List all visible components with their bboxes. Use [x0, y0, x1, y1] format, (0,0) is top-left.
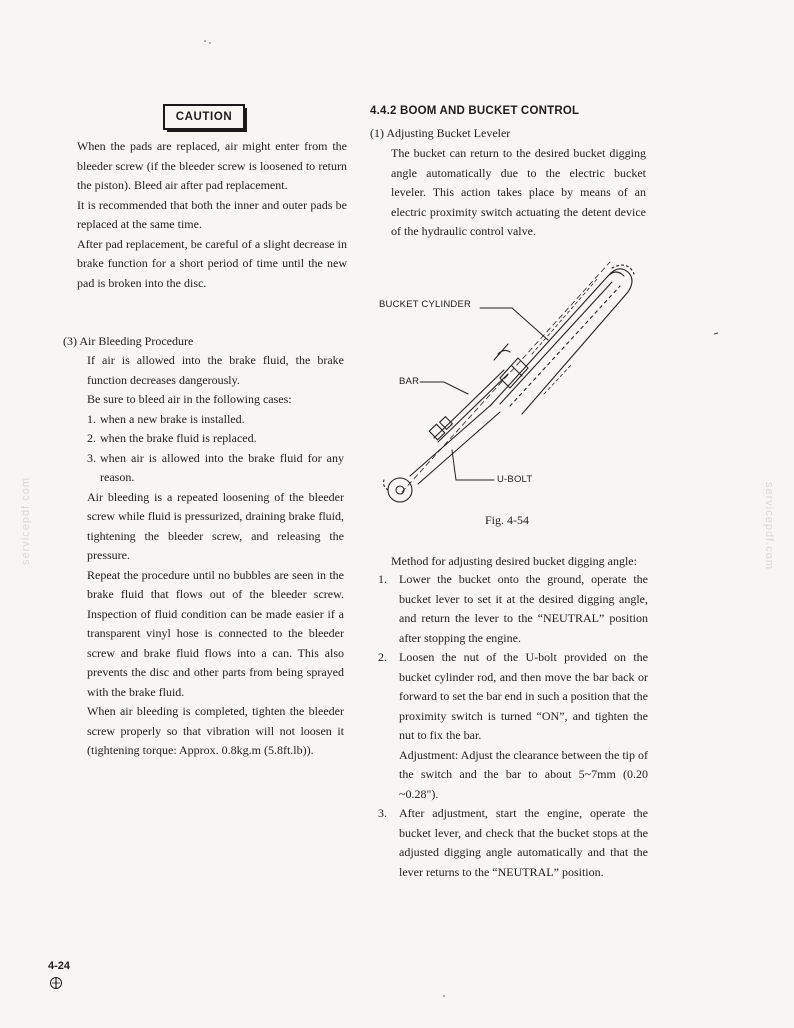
caution-text	[77, 137, 347, 293]
list-number: 2.	[87, 431, 96, 445]
air-bleeding-body	[87, 351, 344, 761]
step-number: 1.	[378, 572, 387, 586]
section-heading: 4.4.2 BOOM AND BUCKET CONTROL	[370, 105, 580, 117]
subsection-heading: (1) Adjusting Bucket Leveler	[370, 126, 511, 140]
air-bleeding-paragraph: When air bleeding is completed, tighten the bleeder screw properly so that vibration will not loosen it (tightening torque: Approx. 0.8kg.m (5.8ft.lb)).	[87, 704, 344, 757]
caution-paragraph: After pad replacement, be careful of a slight decrease in brake function for a short period of time until the new pad is broken into the disc.	[77, 236, 347, 290]
watermark-right: servicepdf.com	[762, 482, 775, 570]
step-item	[378, 570, 648, 648]
page-number: 4-24	[48, 960, 71, 972]
label-bar: BAR	[399, 376, 420, 387]
list-number: 3.	[87, 450, 96, 465]
air-bleeding-intro: If air is allowed into the brake fluid, the brake function decreases dangerously.	[87, 353, 344, 387]
list-item	[87, 449, 344, 488]
step-item	[378, 804, 648, 882]
air-bleeding-heading: (3) Air Bleeding Procedure	[63, 334, 194, 348]
step-number: 2.	[378, 650, 387, 664]
caution-paragraph: It is recommended that both the inner and outer pads be replaced at the same time.	[77, 197, 347, 231]
circled-i-icon	[49, 976, 63, 990]
method-steps	[378, 570, 648, 882]
figure-bucket-cylinder	[372, 254, 662, 514]
list-number: 1.	[87, 411, 96, 426]
step-item	[378, 648, 648, 804]
label-u-bolt: U-BOLT	[497, 474, 533, 485]
list-text: when a new brake is installed.	[100, 411, 245, 426]
figure-caption: Fig. 4-54	[485, 513, 530, 527]
list-text: when the brake fluid is replaced.	[100, 431, 257, 445]
air-bleeding-paragraph: Repeat the procedure until no bubbles are seen in the brake fluid that flows out of the bleeder screw. Inspection of fluid condition can be made easier if a transparent vinyl hose is connected to the bleeder screw and brake fluid flows into a can. This also prevents the disc and other parts from being sprayed with the brake fluid.	[87, 567, 344, 699]
list-item	[87, 410, 344, 430]
step-number: 3.	[378, 806, 387, 820]
step-adjustment: Adjustment: Adjust the clearance between the tip of the switch and the bar to about 5~7mm (0.20 ~0.28").	[399, 747, 648, 801]
air-bleeding-paragraph: Air bleeding is a repeated loosening of the bleeder screw while fluid is pressurized, draining brake fluid, tightening the bleeder screw, and releasing the pressure.	[87, 489, 344, 562]
bucket-leveler-intro	[391, 144, 646, 242]
list-text: when air is allowed into the brake fluid for any reason.	[100, 450, 344, 484]
air-bleeding-intro: Be sure to bleed air in the following cases:	[87, 392, 292, 406]
step-text: Lower the bucket onto the ground, operate the bucket lever to set it at the desired digging angle, and return the lever to the “NEUTRAL” position after stopping the engine.	[399, 572, 648, 645]
method-intro: Method for adjusting desired bucket digging angle:	[391, 554, 637, 568]
list-item	[87, 429, 344, 449]
step-text: After adjustment, start the engine, operate the bucket lever, and check that the bucket stops at the adjusted digging angle automatically and that the lever returns to the “NEUTRAL” position.	[399, 806, 648, 879]
caution-paragraph: When the pads are replaced, air might enter from the bleeder screw (if the bleeder screw is loosened to return the piston). Bleed air after pad replacement.	[77, 139, 347, 192]
step-text: Loosen the nut of the U-bolt provided on the bucket cylinder rod, and then move the bar back or forward to set the bar end in such a position that the proximity switch is turned “ON”, and tighten the nut to fix the bar.	[399, 650, 648, 742]
caution-label: CAUTION	[163, 104, 245, 130]
intro-paragraph: The bucket can return to the desired bucket digging angle automatically due to the electric bucket leveler. This action takes place by means of an electric proximity switch actuating the detent device of the hydraulic control valve.	[391, 146, 646, 238]
watermark-left: servicepdf.com	[19, 477, 32, 565]
label-bucket-cylinder: BUCKET CYLINDER	[379, 299, 472, 310]
